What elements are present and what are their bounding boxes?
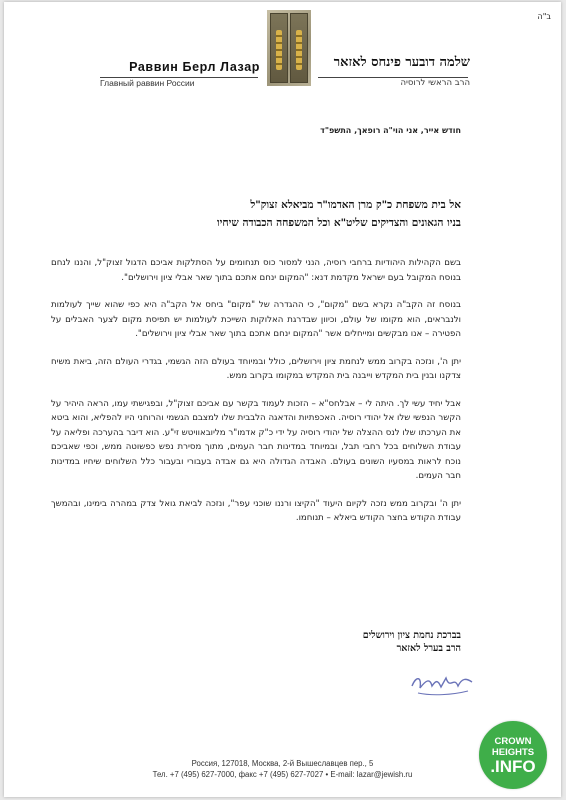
body-paragraph: בשם הקהילות היהודיות ברחבי רוסיה, הנני למסור כוס תנחומים על הסתלקות אביכם הדגול זצוק"ל, והננו לנחם בנוסח המקובל בעם ישראל מקדמת דנא: "המקום ינחם אתכם בתוך שאר אבלי ציון וירושלים". bbox=[51, 258, 461, 283]
crownheights-watermark bbox=[479, 721, 547, 789]
handwritten-signature bbox=[408, 666, 478, 700]
letter-page bbox=[4, 2, 561, 797]
tablet-left bbox=[270, 13, 288, 83]
body-paragraph: יתן ה' ובקרוב ממש נזכה לקיום היעוד "הקיצו ורננו שוכני עפר", ונזכה לביאת גואל צדק במהרה בימינו, ובהמשך עבודת הקודש בחצר הקודש ביאלא – תנוחמו. bbox=[51, 498, 461, 523]
closing-blessing: בברכת נחמת ציון וירושלים bbox=[362, 630, 461, 641]
addressee bbox=[61, 196, 461, 232]
watermark-line-2: HEIGHTS bbox=[491, 747, 535, 758]
tablet-right bbox=[290, 13, 308, 83]
footer-contacts: Тел. +7 (495) 627-7000, факс +7 (495) 627-7027 • E-mail: lazar@jewish.ru bbox=[152, 770, 413, 779]
russian-title: Главный раввин России bbox=[100, 78, 195, 88]
tablets-logo bbox=[267, 10, 311, 86]
letterhead-hebrew bbox=[318, 54, 470, 88]
closing-block bbox=[363, 629, 461, 655]
letterhead-rule-right bbox=[318, 77, 468, 78]
closing-signature-name: הרב בערל לאזאר bbox=[396, 643, 461, 654]
addressee-line-1: אל בית משפחת כ"ק מרן האדמו"ר מביאלא זצוק"ל bbox=[250, 199, 461, 211]
watermark-line-3: .INFO bbox=[490, 757, 536, 776]
body-paragraph: אבל יחיד עשי לך. היתה לי – אבלחס"א – הזכות לעמוד בקשר עם אביכם זצוק"ל, ובפגישתי עמו, הראה היהיר על הקשר הנפשי שלו אל יהודי רוסיה. האכפתיות והדאגה הלבבית שלו למצבם הגשמי והרוחני היו להפליא, והוא ביטא את הערכתו שלו לנס ההצלה של יהודי רוסיה על ידי כ"ק אדמו"ר מליובאוויטש זי"ע. הוא דיבר בהערכה ופליאה על עבודת השלוחים בכל רחבי תבל, ובמיוחד במדינות חבר העמים, מתוך מסירת נפש כפשוטה ממש, וכפי שאביכם נוכח לראות במסעיו השונים בעולם. האבדה הגדולה היא גם אבדה בעבורי ובעבור כלל השלוחים שיחיו במדינות חבר העמים. bbox=[51, 398, 461, 481]
hebrew-name: שלמה דובער פינחס לאזאר bbox=[333, 55, 470, 70]
body-paragraph: בנוסח זה הקב"ה נקרא בשם "מקום", כי ההגדרה של "מקום" ביחס אל הקב"ה היא כפי שהוא שייך לעולמות ולנבראים, הוא מקומו של עולם, וכיוון שבדרגת האלוקות השייכת לעולמות יש תפיסת מקום לצער האבלים על הפטירה – אנו מבקשים ומייחלים אשר "המקום ינחם אתכם בתוך שאר אבלי ציון וירושלים". bbox=[51, 300, 461, 339]
footer-address: Россия, 127018, Москва, 2-й Вышеславцев пер., 5 bbox=[191, 759, 374, 768]
letterhead-footer bbox=[4, 758, 561, 780]
hebrew-title: הרב הראשי לרוסיה bbox=[400, 78, 470, 88]
watermark-line-1: CROWN bbox=[494, 736, 532, 747]
letter-body bbox=[51, 256, 461, 539]
body-paragraph: יתן ה', ונזכה בקרוב ממש לנחמת ציון וירושלים, כולל ובמיוחד בעולם הזה הגשמי, בגדרי העולם הזה, ביאת משיח צדקנו ובנין בית המקדש וייבנה בית המקדש במקומו בקרוב ממש. bbox=[51, 356, 461, 381]
letterhead-rule-left bbox=[100, 77, 258, 78]
bh-mark: ב"ה bbox=[537, 12, 551, 21]
russian-name: Раввин Берл Лазар bbox=[129, 60, 260, 74]
letterhead-russian bbox=[100, 60, 260, 88]
addressee-line-2: בניו הגאונים והצדיקים שליט"א וכל המשפחה הכבודה שיחיו bbox=[216, 217, 461, 229]
letter-date: חודש אייר, אני הוי"ה רופאך, התשפ"ד bbox=[320, 126, 461, 135]
